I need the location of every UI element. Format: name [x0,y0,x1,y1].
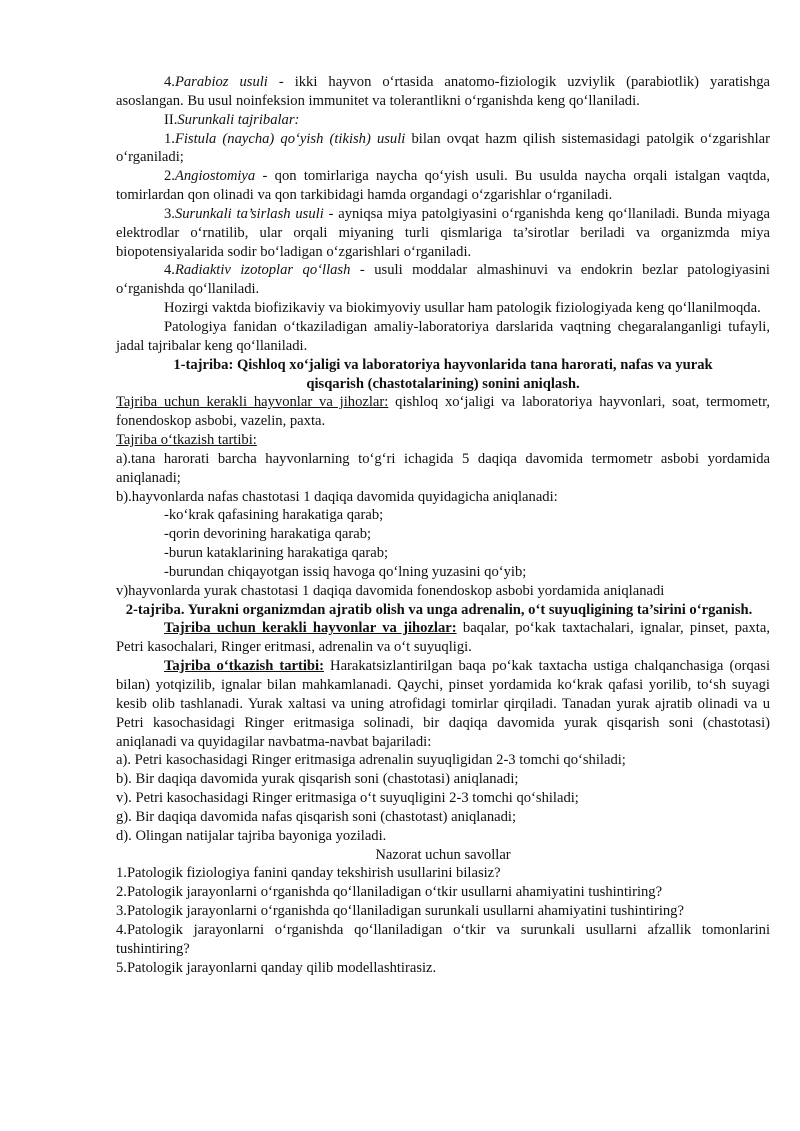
term-radioactive-isotopes: Radiaktiv izotoplar qo‘llash [174,262,351,279]
experiment-1-dash-item: -burun kataklarining harakatiga qarab; [164,545,389,562]
term-angiostomiya: Angiostomiya [174,168,256,185]
experiment-2-equipment-label: Tajriba uchun kerakli hayvonlar va jihozlar: [164,620,457,637]
paragraph-chronic-stimulation: 3.Surunkali ta’sirlash usuli - ayniqsa miya patolgiyasini o‘rganishda keng qo‘llaniladi. Bunda miyaga elektrodlar o‘rnatilib, ular orqali miyaning turli qismlariga ta’sirotlar beriladi va organizmda miya biopotensiyalarida sodir bo‘ladigan o‘zgarishlari o‘rganiladi. [116,205,770,260]
experiment-1-dash-item: -qorin devorining harakatiga qarab; [164,526,372,543]
experiment-2-step-b: b). Bir daqiqa davomida yurak qisqarish soni (chastotasi) aniqlanadi; [116,771,519,788]
question-item: 1.Patologik fiziologiya fanini qanday tekshirish usullarini bilasiz? [116,865,501,882]
question-item: 5.Patologik jarayonlarni qanday qilib modellashtirasiz. [116,959,437,976]
term-fistula: Fistula (naycha) qo‘yish (tikish) usuli [174,130,406,147]
paragraph-modern-methods: Hozirgi vaktda biofizikaviy va biokimyoviy usullar ham patologik fiziologiyada keng qo‘llanilmoqda. [164,300,761,317]
experiment-1-equipment-label: Tajriba uchun kerakli hayvonlar va jihozlar: [116,394,389,411]
question-item: 2.Patologik jarayonlarni o‘rganishda qo‘llaniladigan o‘tkir usullarni ahamiyatini tushintiring? [116,884,663,901]
experiment-1-step-a: a).tana harorati barcha hayvonlarning to‘g‘ri ichagida 5 daqiqa davomida termometr asbobi yordamida aniqlanadi; [116,450,770,486]
question-item: 3.Patologik jarayonlarni o‘rganishda qo‘llaniladigan surunkali usullarni ahamiyatini tushintiring? [116,903,684,920]
experiment-1-order-label: Tajriba o‘tkazish tartibi: [116,432,257,449]
paragraph-angiostomiya: 2.Angiostomiya - qon tomirlariga naycha qo‘yish usuli. Bu usulda naycha orqali istalgan vaqtda, tomirlardan qon olinadi va qon tarkibidagi hamda organdagi o‘zgarishlar o‘rganiladi. [116,168,770,204]
experiment-2-step-v: v). Petri kasochasidagi Ringer eritmasiga o‘t suyuqligini 2-3 tomchi qo‘shiladi; [116,790,579,807]
experiment-1-step-b: b).hayvonlarda nafas chastotasi 1 daqiqa davomida quyidagicha aniqlanadi: [116,488,558,505]
term-parabioz: Parabioz usuli [174,74,268,90]
question-item: 4.Patologik jarayonlarni o‘rganishda qo‘llaniladigan o‘tkir va surunkali usullarni afzallik tomonlarini tushintiring? [116,921,770,957]
experiment-1-title: 1-tajriba: Qishloq xo‘jaligi va laboratoriya hayvonlarida tana harorati, nafas va yurak qisqarish (chastotalarining) sonini aniqlash. [173,356,713,392]
experiment-1-step-v: v)hayvonlarda yurak chastotasi 1 daqiqa davomida fonendoskop asbobi yordamida aniqlanadi [116,582,665,599]
experiment-1-dash-item: -ko‘krak qafasining harakatiga qarab; [164,507,384,524]
questions-title: Nazorat uchun savollar [375,846,511,863]
paragraph-lab-classes: Patologiya fanidan o‘tkaziladigan amaliy-laboratoriya darslarida vaqtning chegaralanganligi tufayli, jadal tajribalar keng qo‘llaniladi. [116,318,770,354]
term-chronic-stimulation: Surunkali ta’sirlash usuli [174,205,324,222]
experiment-1-equipment: Tajriba uchun kerakli hayvonlar va jihozlar: qishloq xo‘jaligi va laboratoriya hayvonlari, soat, termometr, fonendoskop asbobi, vazelin, paxta. [116,394,770,430]
paragraph-radioactive-isotopes: 4.Radiaktiv izotoplar qo‘llash - usuli moddalar almashinuvi va endokrin bezlar patologiyasini o‘rganishda qo‘llaniladi. [116,262,770,298]
experiment-2-procedure: Tajriba o‘tkazish tartibi: Harakatsizlantirilgan baqa po‘kak taxtacha ustiga chalqanchasiga (orqasi bilan) yotqizilib, ignalar bilan mahkamlanadi. Qaychi, pinset yordamida ko‘krak qafasi yorilib, to‘sh suyagi kesib olib tashlanadi. Yurak xaltasi va uning atrofidagi tomirlar qirqiladi. Tanadan yurak ajratib olinadi va u Petri kasochasidagi Ringer eritmasiga solinadi, bir daqiqa davomida yurak qisqarish soni (chastotasi) aniqlanadi va quyidagilar navbatma-navbat bajariladi: [116,658,770,750]
experiment-2-equipment: Tajriba uchun kerakli hayvonlar va jihozlar: baqalar, po‘kak taxtachalari, ignalar, pinset, paxta, Petri kasochalari, Ringer eritmasi, adrenalin va o‘t suyuqligi. [116,620,770,656]
heading-chronic-experiments: II.Surunkali tajribalar: [164,111,300,128]
experiment-2-order-label: Tajriba o‘tkazish tartibi: [164,658,324,675]
paragraph-fistula: 1.Fistula (naycha) qo‘yish (tikish) usuli bilan ovqat hazm qilish sistemasidagi patolgik o‘zgarishlar o‘rganiladi; [116,130,770,166]
experiment-2-step-g: g). Bir daqiqa davomida nafas qisqarish soni (chastotast) aniqlanadi; [116,808,517,825]
experiment-1-dash-item: -burundan chiqayotgan issiq havoga qo‘lning yuzasini qo‘yib; [164,563,527,580]
paragraph-parabioz: 4.Parabioz usuli - ikki hayvon o‘rtasida anatomo-fiziologik uzviylik (parabiotlik) yaratishga asoslangan. Bu usul noinfeksion immunitet va tolerantlikni o‘rganishda keng qo‘llaniladi. [116,74,771,109]
experiment-2-step-a: a). Petri kasochasidagi Ringer eritmasiga adrenalin suyuqligidan 2-3 tomchi qo‘shiladi; [116,752,626,769]
experiment-2-title: 2-tajriba. Yurakni organizmdan ajratib olish va unga adrenalin, o‘t suyuqligining ta’sirini o‘rganish. [125,601,753,618]
experiment-2-step-d: d). Olingan natijalar tajriba bayoniga yoziladi. [116,827,387,844]
